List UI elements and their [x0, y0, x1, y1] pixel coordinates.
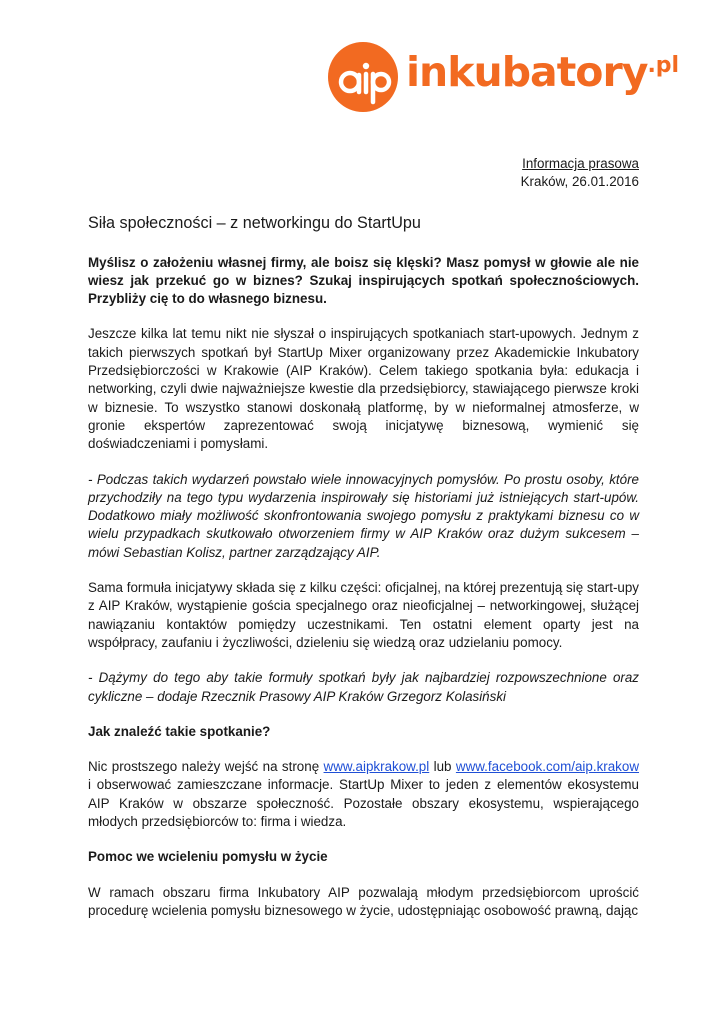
- subheading-find-meeting: Jak znaleźć takie spotkanie?: [88, 723, 271, 739]
- logo-brand: inkubatory: [406, 48, 648, 96]
- press-release-body: [88, 155, 639, 920]
- links-text-pre: Nic prostszego należy wejść na stronę: [88, 759, 324, 775]
- press-info-label: Informacja prasowa: [522, 156, 639, 171]
- paragraph-links: [88, 758, 639, 831]
- lead-paragraph: Myślisz o założeniu własnej firmy, ale boisz się klęski? Masz pomysł w głowie ale nie wiesz jak przekuć go w biznes? Szukaj inspirujących spotkań społecznościowych. Przybliży cię to do własnego biznesu.: [88, 254, 639, 307]
- quote-kolasinski: - Dążymy do tego aby takie formuły spotkań były jak najbardziej rozpowszechnione oraz cykliczne – dodaje Rzecznik Prasowy AIP Kraków Grzegorz Kolasiński: [88, 670, 639, 704]
- press-info: [88, 155, 639, 192]
- page-title: Siła społeczności – z networkingu do StartUpu: [88, 213, 421, 232]
- facebook-link[interactable]: www.facebook.com/aip.krakow: [455, 759, 639, 775]
- logo-suffix: .pl: [647, 53, 680, 78]
- links-text-mid: lub: [429, 759, 456, 775]
- logo-wordmark: [406, 48, 679, 96]
- paragraph-intro: Jeszcze kilka lat temu nikt nie słyszał o inspirujących spotkaniach start-upowych. Jednym z takich pierwszych spotkań był StartUp Mixer organizowany przez Akademickie Inkubatory Przedsiębiorczości w Krakowie (AIP Kraków). Celem takiego spotkania była: edukacja i networking, czyli dwie najważniejsze kwestie dla przedsiębiorcy, stawiającego pierwsze kroki w biznesie. To wszystko stanowi doskonałą platformę, by w nieformalnej atmosferze, w gronie ekspertów zaprezentować swoją inicjatywę biznesową, wymienić się doświadczeniami i pomysłami.: [88, 326, 639, 452]
- paragraph-firma: W ramach obszaru firma Inkubatory AIP pozwalają młodym przedsiębiorcom uprościć procedurę wcielenia pomysłu biznesowego w życie, udostępniając osobowość prawną, dając: [88, 884, 639, 918]
- aip-emblem-icon: [328, 42, 398, 112]
- aipkrakow-link[interactable]: www.aipkrakow.pl: [323, 759, 430, 775]
- inkubatory-logo: [328, 38, 680, 118]
- quote-kolisz: - Podczas takich wydarzeń powstało wiele innowacyjnych pomysłów. Po prostu osoby, które przychodziły na tego typu wydarzenia inspirowały się historiami już istniejących start-upów. Dodatkowo miały możliwość skonfrontowania swojego pomysłu z praktykami biznesu co w wielu przypadkach skutkowało otworzeniem firmy w AIP Kraków oraz dużym sukcesem – mówi Sebastian Kolisz, partner zarządzający AIP.: [88, 471, 639, 560]
- place-date: Kraków, 26.01.2016: [520, 174, 639, 190]
- paragraph-formula: Sama formuła inicjatywy składa się z kilku części: oficjalnej, na której prezentują się start-upy z AIP Kraków, wystąpienie gościa specjalnego oraz nieoficjalnej – networkingowej, służącej nawiązaniu kontaktów pomiędzy uczestnikami. Ten ostatni element oparty jest na współpracy, zaufaniu i życzliwości, dzieleniu się wiedzą oraz udzielaniu pomocy.: [88, 580, 639, 650]
- links-text-post: i obserwować zamieszczane informacje. StartUp Mixer to jeden z elementów ekosystemu AIP Kraków w obszarze społeczność. Pozostałe obszary ekosystemu, wspierającego młodych przedsiębiorców to: firma i wiedza.: [88, 777, 639, 830]
- subheading-help: Pomoc we wcieleniu pomysłu w życie: [88, 849, 328, 865]
